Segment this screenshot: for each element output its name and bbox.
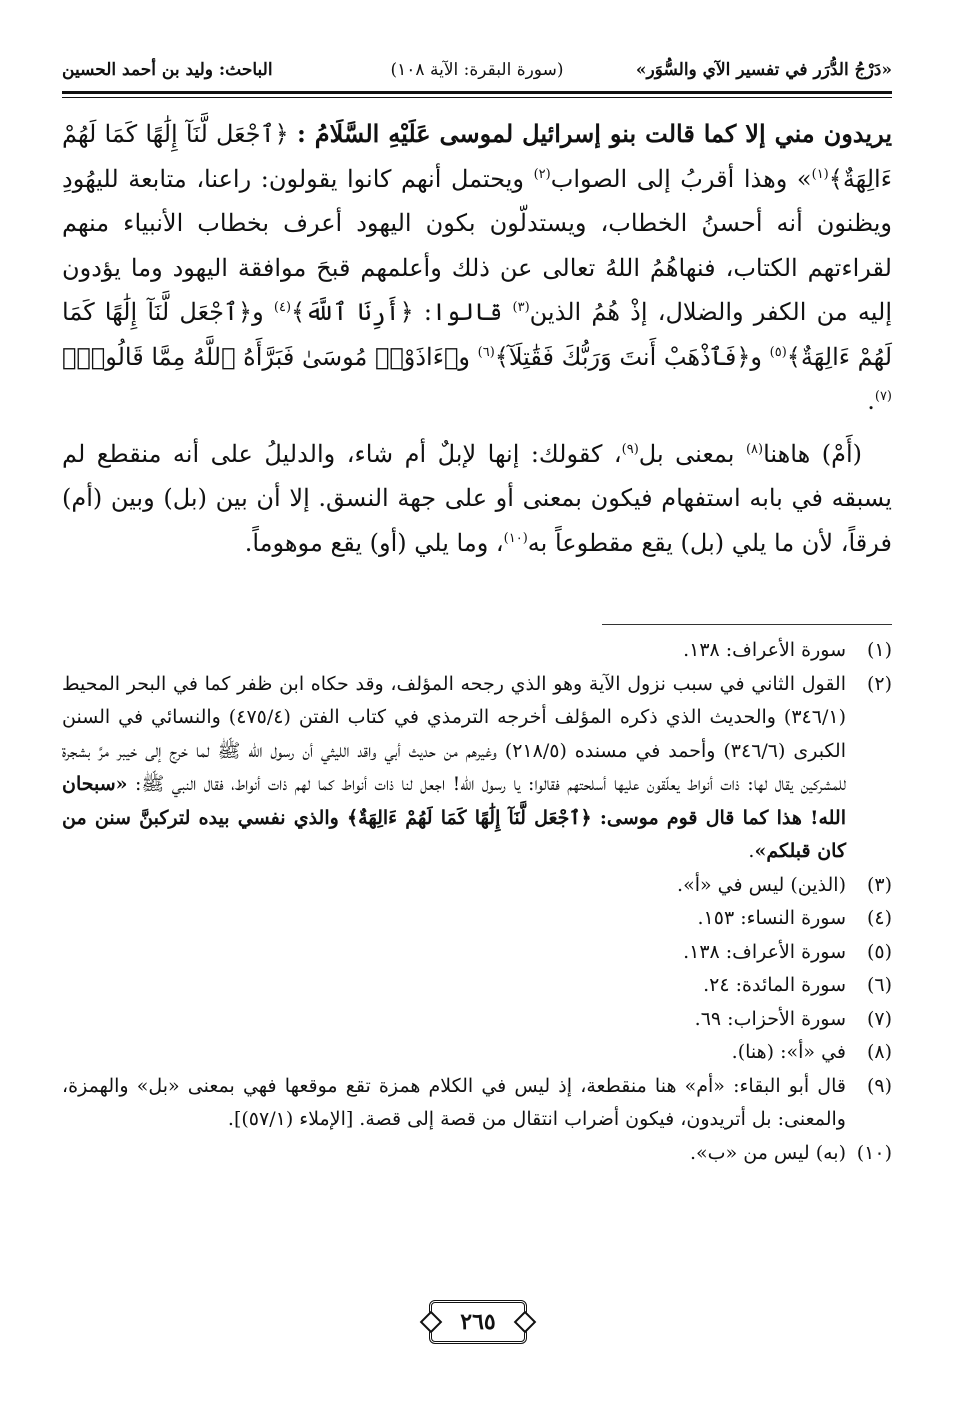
footnote (62, 668, 892, 869)
footnote-ref-8: (٨) (745, 441, 764, 457)
text-run: ويحتمل أنهم كانوا يقولون: راعنا، متابعة لليهُودِ ويظنون أنه أحسنُ الخطاب، ويستدلّون بكون اليهود أعرف بخطاب الأنبياء منهم لقراءتهم الكتاب، فنهاهُمُ اللهُ تعالى عن ذلك وأعلمهم قبحَ موافقة اليهود وما يؤدون إليه من الكفر والضلال، إذْ هُمُ الذين (62, 164, 892, 326)
footnote-number: (٧) (866, 1007, 892, 1030)
footnote-ref-2: (٢) (533, 166, 551, 182)
footnote-text: سورة الأعراف: ١٣٨. (683, 639, 846, 661)
footnote-number: (٤) (866, 907, 892, 929)
footnote-ref-5: (٥) (769, 344, 787, 360)
footnote-text: قال أبو البقاء: «أم» هنا منقطعة، إذ ليس في الكلام همزة تقع موقعها فهي بمعنى «بل» والهمزة، والمعنى: بل أتريدون، فيكون أضراب انتقال من قصة إلى قصة. [الإملاء (٥٧/١)]. (62, 1074, 846, 1130)
footnote (62, 1070, 892, 1137)
text-run: » وهذا أقربُ إلى الصواب (550, 164, 812, 193)
text-run: ، كقولك: إنها لإبلٌ أم شاء، والدليلُ على أنه منقطع لم يسبقه في بابه استفهام فيكون بمعنى أو على جهة النسق. إلا أن بين (بل) وبين (أم) فرقاً، لأن ما يلي (بل) يقع مقطوعاً به (62, 439, 892, 557)
footnote-ref-1: (١) (811, 166, 829, 182)
quran-quote: و﴿ءَاذَوْا۟ مُوسَىٰ فَبَرَّأَهُ ٱللَّهُ مِمَّا قَالُوا۟﴾ (61, 342, 478, 371)
footnote-number: (٣) (866, 873, 892, 896)
chapter-label: (سورة البقرة: الآية ١٠٨) (390, 60, 564, 80)
quran-quote: و﴿ٱجْعَل لَّنَآ إِلَٰهًا كَمَا لَهُمْ ءَالِهَةٌ﴾ (62, 298, 892, 371)
bold-opening: يريدون مني إلا كما قالت بنو إسرائيل لموسى عَلَيْهِ السَّلَامُ : (296, 119, 893, 148)
footnote (62, 936, 892, 970)
quran-quote: و﴿فَٱذْهَبْ أَنتَ وَرَبُّكَ فَقَٰتِلَآ﴾ (494, 342, 770, 371)
footnote-number: (٨) (866, 1041, 892, 1063)
footnote-ref-4: (٤) (273, 300, 292, 315)
footnote-ref-9: (٩) (621, 441, 639, 457)
text-run: (أَمْ) هاهنا (763, 439, 862, 468)
footnote (62, 869, 892, 903)
footnote-separator (602, 624, 892, 625)
footnote-number: (٥) (866, 940, 892, 963)
footnote (62, 969, 892, 1003)
footnote-number: (١) (866, 639, 892, 661)
footnote-text: سورة الأحزاب: ٦٩. (694, 1007, 846, 1030)
text-run: ، وما يلي (أو) يقع موهوماً. (244, 528, 504, 557)
quran-quote: ﴿ٱجْعَل لَّنَآ إِلَٰهًا كَمَا لَهُمْ ءَالِهَةٌ﴾ (62, 120, 893, 193)
footnote-text: سورة النساء: ١٥٣. (697, 907, 846, 929)
footnote-text: في «أ»: (هنا). (731, 1041, 846, 1063)
header-rule (62, 91, 892, 94)
footnote-text: القول الثاني في سبب نزول الآية وهو الذي رجحه المؤلف، وقد حكاه ابن ظفر كما في البحر المحيط (٣٤٦/١) والحديث الذي ذكره المؤلف أخرجه الترمذي في كتاب الفتن (٤٧٥/٤) والنسائي في السنن الكبرى (٣٤٦/٦) وأحمد في مسنده (٢١٨/٥) وغيرهم من حديث أبي واقد الليثي أن رسول الله ﷺ لما خرج إلى خيبر مرَّ بشجرة للمشركين يقال لها: ذات أنواط يعلّقون عليها أسلحتهم فقالوا: يا رسول الله! اجعل لنا ذات أنواط كما لهم ذات أنواط، فقال النبي ﷺ: (62, 672, 846, 795)
quran-quote: قالوا: ﴿أَرِنَا ٱللَّهَ﴾ (291, 298, 513, 326)
paragraph-2 (62, 432, 892, 566)
hadith-quote: «سبحان الله! هذا كما قال قوم موسى: ﴿ٱجْعَل لَّنَآ إِلَٰهًا كَمَا لَهُمْ ءَالِهَةٌ﴾ والذي نفسي بيده لتركبنَّ سنن من كان قبلكم» (62, 773, 846, 862)
text-run: بمعنى بل (638, 439, 746, 468)
footnote-number: (٩) (866, 1074, 892, 1097)
main-text (62, 112, 892, 565)
text-run: . (867, 387, 875, 415)
page-number: ٢٦٥ (429, 1300, 527, 1344)
footnote (62, 902, 892, 936)
footnotes (62, 634, 892, 1170)
researcher-name: الباحث: وليد بن أحمد الحسين (62, 60, 273, 80)
footnote-text: (الذين) ليس في «أ». (677, 873, 846, 896)
footnote (62, 1036, 892, 1070)
footnote-text: سورة الأعراف: ١٣٨. (683, 940, 846, 963)
footnote-number: (١٠) (856, 1141, 892, 1164)
footnote-text: سورة المائدة: ٢٤. (703, 974, 846, 996)
book-title: «دَرْجُ الدُّرَر في تفسير الآي والسُّوَر» (635, 60, 892, 80)
footnote (62, 1003, 892, 1037)
footnote (62, 1137, 892, 1171)
footnote-ref-6: (٦) (477, 344, 495, 360)
running-header (62, 52, 892, 92)
footnote-text: (به) ليس من «ب». (690, 1141, 846, 1164)
footnote-tail: . (748, 840, 755, 862)
footnote-number: (٢) (866, 672, 892, 695)
footnote-ref-7: (٧) (874, 389, 892, 404)
footnote-ref-3: (٣) (512, 300, 530, 315)
header-rule-thin (62, 97, 892, 98)
footnote (62, 634, 892, 668)
footnote-number: (٦) (866, 974, 892, 996)
footnote-ref-10: (١٠) (503, 530, 528, 546)
paragraph-1 (62, 112, 892, 424)
